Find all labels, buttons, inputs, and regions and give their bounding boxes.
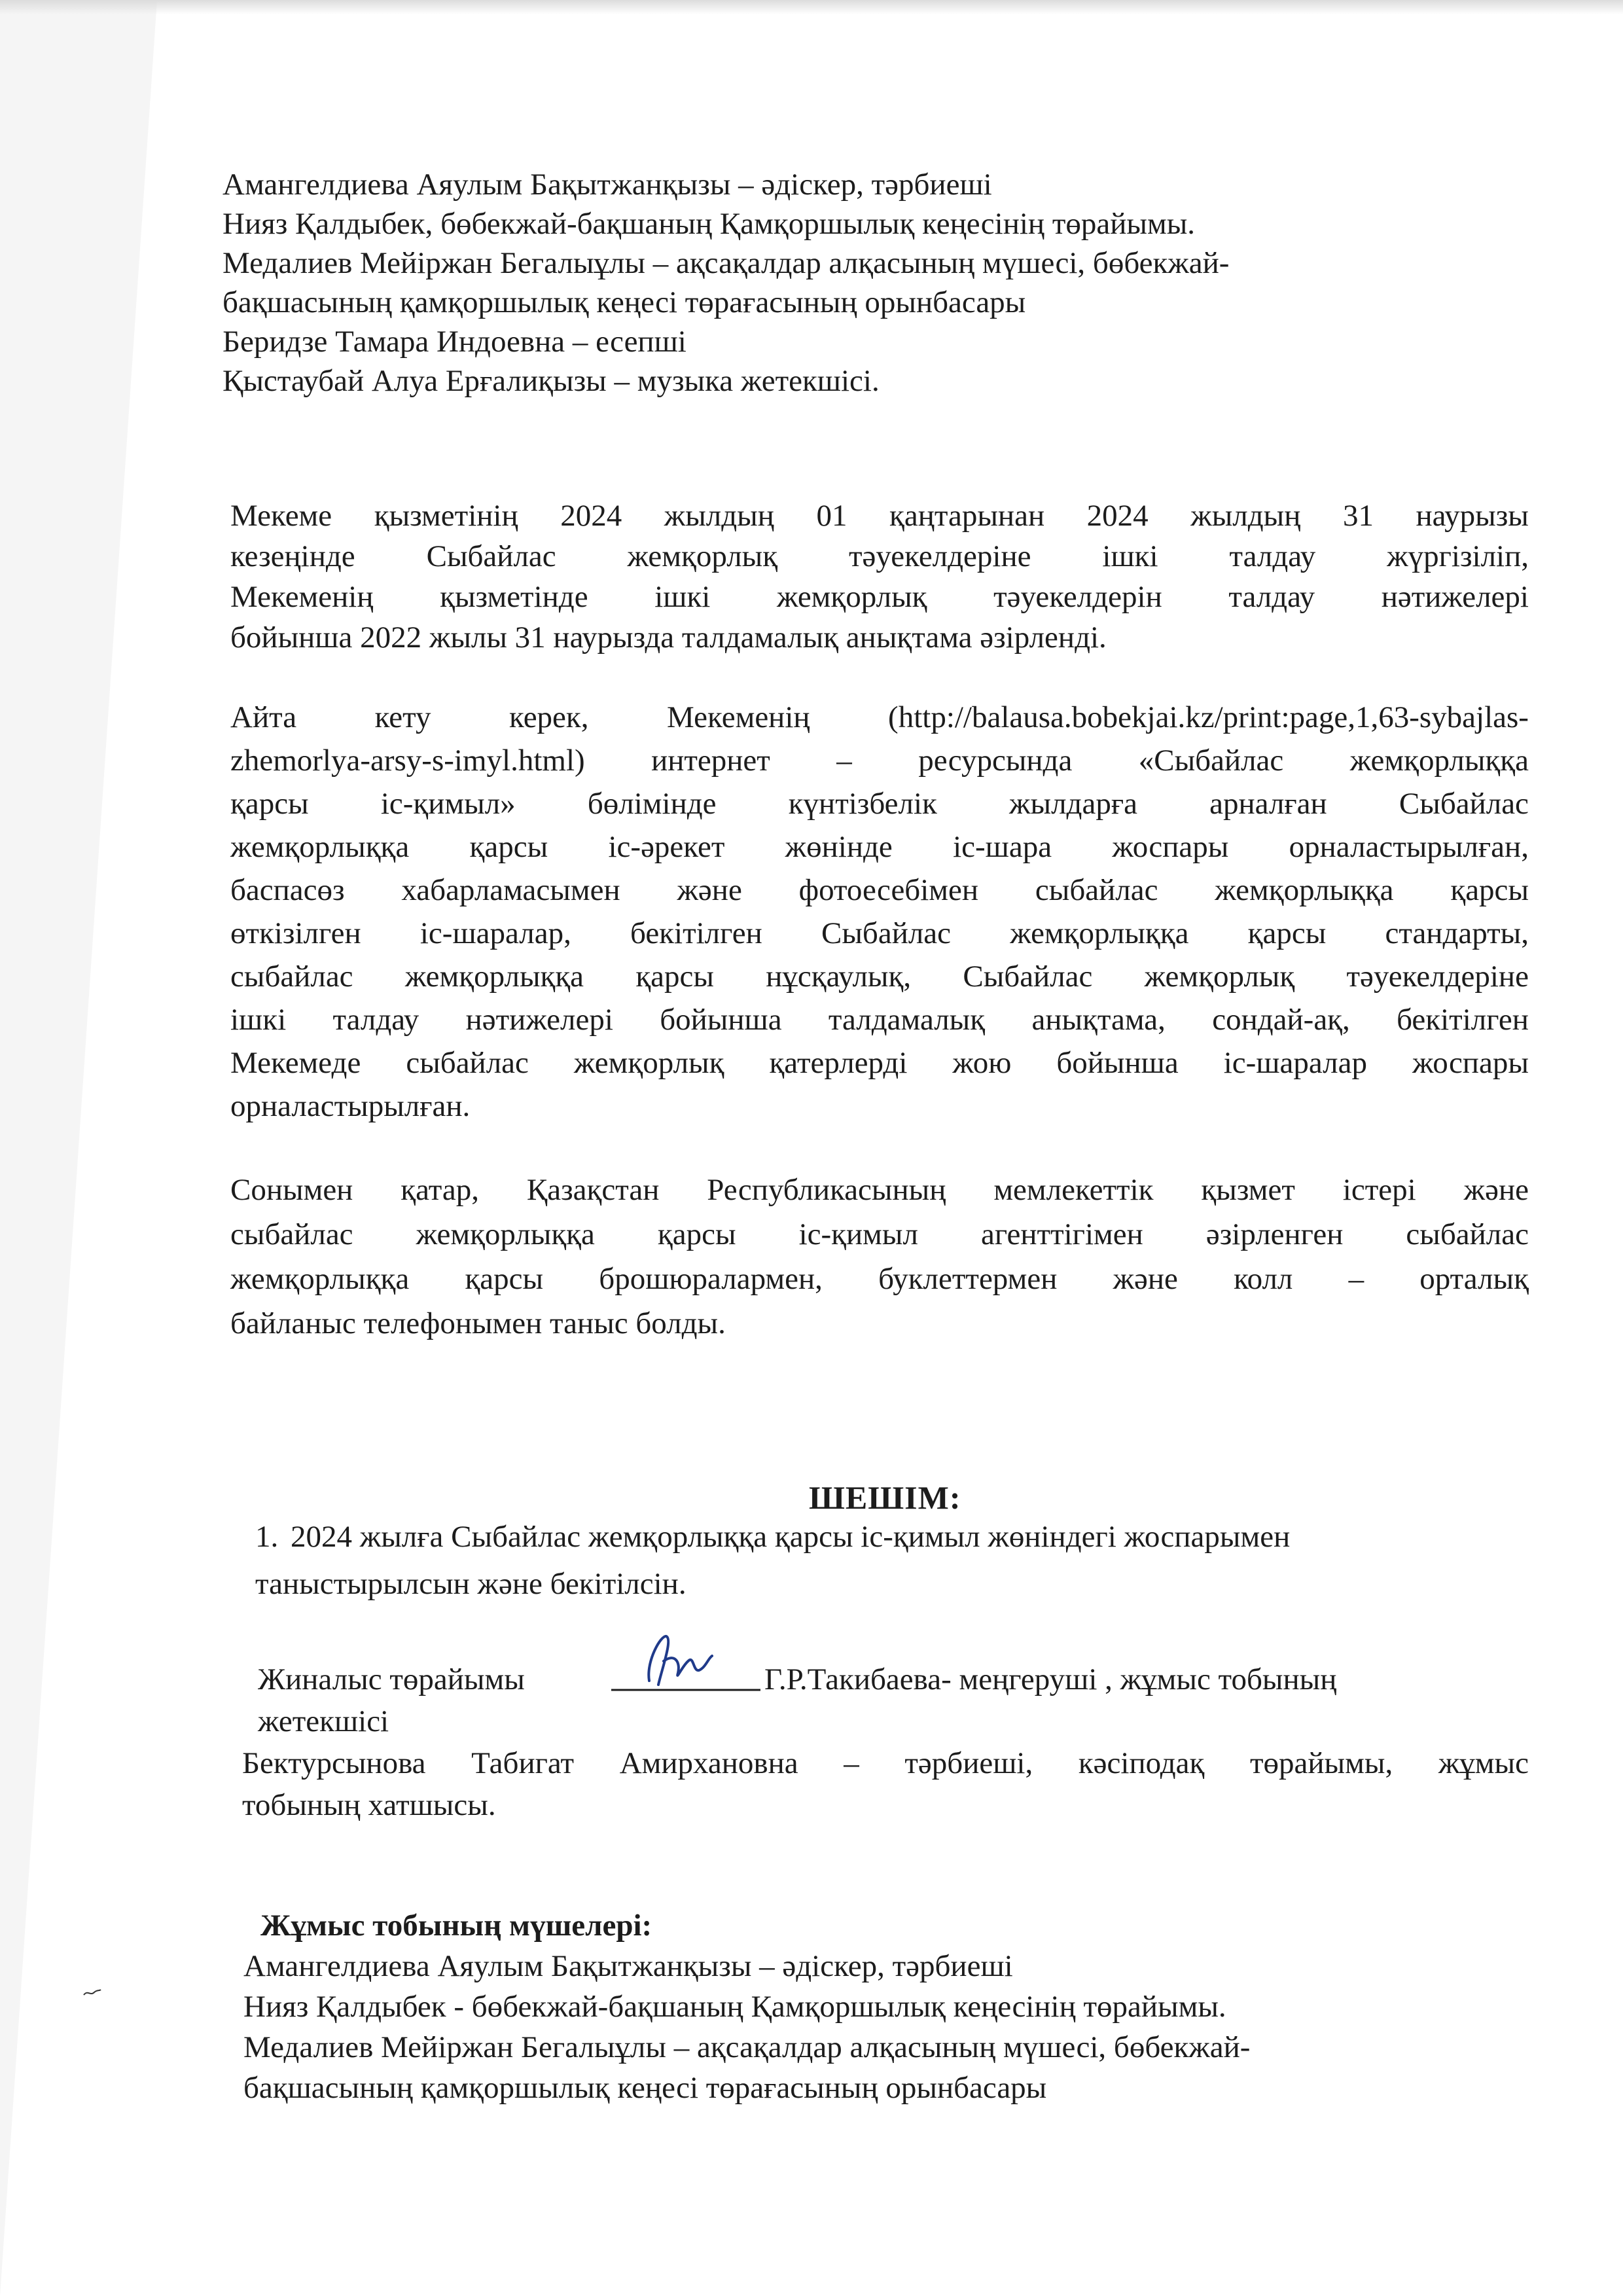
- word: анықтама,: [1031, 1003, 1166, 1037]
- word: Айта: [230, 700, 297, 734]
- word: қатерлерді: [769, 1046, 908, 1080]
- top-member-3: Медалиев Мейіржан Бегалыұлы – ақсақалдар алқасының мүшесі, бөбекжай-: [223, 246, 1230, 280]
- word: Мекеменің: [230, 580, 374, 614]
- word: жоспары: [1412, 1046, 1529, 1080]
- word: тәуекелдеріне: [849, 539, 1031, 573]
- chair-signature: [610, 1622, 762, 1700]
- top-member-1: Амангелдиева Аяулым Бақытжанқызы – әдіскер, тәрбиеші: [223, 168, 992, 202]
- word: бойынша: [1056, 1046, 1179, 1080]
- word: іс-қимыл»: [380, 787, 516, 821]
- word: сыбайлас: [1406, 1217, 1529, 1251]
- word: іс-әрекет: [608, 830, 725, 864]
- word: кету: [374, 700, 431, 734]
- paragraph-2-line: [230, 1043, 1529, 1083]
- paragraph-2-line: [230, 914, 1529, 953]
- word: орталық: [1419, 1262, 1529, 1296]
- word: жемқорлыққа: [230, 830, 410, 864]
- word: іс-шаралар,: [419, 916, 571, 950]
- word: жемқорлыққа: [1010, 916, 1189, 950]
- paragraph-2-line: [230, 698, 1529, 737]
- word: талдамалық: [828, 1003, 986, 1037]
- word: 2024: [1086, 499, 1149, 533]
- word: агенттігімен: [981, 1217, 1143, 1251]
- word: жылдарға: [1009, 787, 1137, 821]
- word: Мекеме: [230, 499, 332, 533]
- word: ішкі: [230, 1003, 287, 1037]
- secretary-word: төрайымы,: [1250, 1746, 1393, 1780]
- word: (http://balausa.bobekjai.kz/print:page,1,63-sybajlas-: [888, 700, 1529, 734]
- word: ресурсында: [918, 744, 1073, 778]
- word: ішкі: [654, 580, 711, 614]
- paragraph-2-line: [230, 1000, 1529, 1039]
- word: «Сыбайлас: [1138, 744, 1284, 778]
- chair-label: Жиналыс төрайымы: [258, 1662, 525, 1696]
- word: бөлімінде: [587, 787, 717, 821]
- word: талдау: [1229, 539, 1316, 573]
- word: жүргізіліп,: [1387, 539, 1529, 573]
- word: қызмет: [1201, 1173, 1295, 1207]
- word: кезеңінде: [230, 539, 355, 573]
- secretary-word: Бектурсынова: [242, 1746, 426, 1780]
- word: қарсы: [230, 787, 309, 821]
- word: және: [677, 873, 742, 907]
- paragraph-1-line: [230, 496, 1529, 535]
- word: сыбайлас: [230, 960, 353, 994]
- word: Сонымен: [230, 1173, 353, 1207]
- decision-item-line-2: таныстырылсын және бекітілсін.: [255, 1567, 687, 1601]
- word: бекітілген: [1397, 1003, 1529, 1037]
- word: наурызы: [1416, 499, 1529, 533]
- word: Мекеменің: [667, 700, 810, 734]
- paragraph-3-last-line: байланыс телефонымен таныс болды.: [230, 1306, 726, 1340]
- paragraph-3-line: [230, 1259, 1529, 1299]
- word: сыбайлас: [1035, 873, 1158, 907]
- word: қаңтарынан: [889, 499, 1045, 533]
- word: интернет: [651, 744, 770, 778]
- member-3: Медалиев Мейіржан Бегалыұлы – ақсақалдар алқасының мүшесі, бөбекжай-: [243, 2030, 1251, 2064]
- word: және: [1463, 1173, 1529, 1207]
- secretary-line-1: [242, 1744, 1529, 1783]
- word: іс-шаралар: [1223, 1046, 1367, 1080]
- secretary-word: –: [844, 1746, 859, 1780]
- word: стандарты,: [1385, 916, 1529, 950]
- word: күнтізбелік: [788, 787, 937, 821]
- word: жемқорлық: [627, 539, 778, 573]
- word: қарсы: [465, 1262, 544, 1296]
- secretary-word: жұмыс: [1438, 1746, 1529, 1780]
- decision-heading: ШЕШІМ:: [809, 1479, 961, 1516]
- word: талдау: [1228, 580, 1315, 614]
- word: жылдың: [1190, 499, 1301, 533]
- word: әзірленген: [1205, 1217, 1344, 1251]
- word: баспасөз: [230, 873, 345, 907]
- word: арналған: [1209, 787, 1327, 821]
- top-member-4: Беридзе Тамара Индоевна – есепші: [223, 325, 687, 359]
- member-2: Нияз Қалдыбек - бөбекжай-бақшаның Қамқоршылық кеңесінің төрайымы.: [243, 1990, 1226, 2024]
- chair-name-role: Г.Р.Такибаева- меңгеруші , жұмыс тобының: [764, 1662, 1337, 1696]
- word: Мекемеде: [230, 1046, 361, 1080]
- paragraph-1-line: [230, 577, 1529, 617]
- word: сыбайлас: [406, 1046, 529, 1080]
- word: жемқорлық: [776, 580, 927, 614]
- word: Сыбайлас: [426, 539, 556, 573]
- decision-item-number: 1.: [255, 1520, 279, 1554]
- word: 2024: [560, 499, 622, 533]
- word: –: [1348, 1262, 1364, 1296]
- word: қатар,: [401, 1173, 479, 1207]
- word: жемқорлық: [1144, 960, 1295, 994]
- word: керек,: [509, 700, 589, 734]
- top-member-5: Қыстаубай Алуа Ерғалиқызы – музыка жетекшісі.: [223, 364, 880, 398]
- signature-drawing: [610, 1622, 762, 1700]
- word: қарсы: [1450, 873, 1529, 907]
- word: нұсқаулық,: [766, 960, 912, 994]
- word: 01: [816, 499, 847, 533]
- word: тәуекелдерін: [993, 580, 1162, 614]
- word: нәтижелері: [465, 1003, 613, 1037]
- word: Сыбайлас: [1399, 787, 1529, 821]
- word: қарсы: [469, 830, 548, 864]
- word: брошюралармен,: [599, 1262, 823, 1296]
- paragraph-2-line: [230, 870, 1529, 910]
- word: 31: [1342, 499, 1374, 533]
- decision-item-line-1: 2024 жылға Сыбайлас жемқорлыққа қарсы іс-қимыл жөніндегі жоспарымен: [291, 1520, 1291, 1554]
- word: жөнінде: [785, 830, 893, 864]
- secretary-word: тәрбиеші,: [904, 1746, 1033, 1780]
- paragraph-2-line: [230, 957, 1529, 996]
- word: қарсы: [1247, 916, 1327, 950]
- word: Сыбайлас: [963, 960, 1093, 994]
- word: орналастырылған,: [1289, 830, 1529, 864]
- word: жоспары: [1112, 830, 1229, 864]
- word: хабарламасымен: [401, 873, 620, 907]
- chair-role-cont: жетекшісі: [258, 1704, 389, 1738]
- word: қызметінде: [440, 580, 588, 614]
- word: және: [1113, 1262, 1178, 1296]
- paragraph-3-line: [230, 1170, 1529, 1210]
- paragraph-1-line: [230, 537, 1529, 576]
- secretary-line-2: тобының хатшысы.: [242, 1788, 496, 1822]
- paragraph-1-last-line: бойынша 2022 жылы 31 наурызда талдамалық анықтама әзірленді.: [230, 620, 1107, 655]
- word: сыбайлас: [230, 1217, 353, 1251]
- paragraph-2-line: [230, 741, 1529, 780]
- stray-pen-mark: [82, 1987, 102, 1998]
- word: Қазақстан: [526, 1173, 660, 1207]
- word: ішкі: [1102, 539, 1158, 573]
- word: бойынша: [660, 1003, 782, 1037]
- paragraph-3-line: [230, 1215, 1529, 1254]
- word: сондай-ақ,: [1212, 1003, 1350, 1037]
- secretary-word: Амирхановна: [619, 1746, 798, 1780]
- word: жемқорлыққа: [404, 960, 584, 994]
- word: zhemorlya-arsy-s-imyl.html): [230, 744, 585, 778]
- word: нәтижелері: [1381, 580, 1529, 614]
- paragraph-2-line: [230, 827, 1529, 867]
- word: –: [836, 744, 852, 778]
- secretary-word: кәсіподақ: [1078, 1746, 1205, 1780]
- word: жемқорлыққа: [230, 1262, 410, 1296]
- word: талдау: [332, 1003, 419, 1037]
- top-member-2: Нияз Қалдыбек, бөбекжай-бақшаның Қамқоршылық кеңесінің төрайымы.: [223, 207, 1196, 241]
- word: жою: [952, 1046, 1012, 1080]
- member-3-cont: бақшасының қамқоршылық кеңесі төрағасының орынбасары: [243, 2071, 1047, 2105]
- word: жылдың: [664, 499, 774, 533]
- paragraph-2-line: [230, 784, 1529, 823]
- top-member-3-cont: бақшасының қамқоршылық кеңесі төрағасының орынбасары: [223, 285, 1026, 319]
- word: Сыбайлас: [821, 916, 952, 950]
- word: жемқорлыққа: [416, 1217, 595, 1251]
- word: қызметінің: [374, 499, 518, 533]
- members-title: Жұмыс тобының мүшелері:: [260, 1909, 652, 1943]
- word: өткізілген: [230, 916, 361, 950]
- word: істері: [1342, 1173, 1416, 1207]
- paragraph-2-last-line: орналастырылған.: [230, 1089, 471, 1123]
- word: жемқорлық: [573, 1046, 724, 1080]
- word: жемқорлыққа: [1349, 744, 1529, 778]
- word: қарсы: [635, 960, 714, 994]
- word: буклеттермен: [878, 1262, 1058, 1296]
- word: колл: [1234, 1262, 1293, 1296]
- word: бекітілген: [630, 916, 762, 950]
- word: мемлекеттік: [993, 1173, 1154, 1207]
- member-1: Амангелдиева Аяулым Бақытжанқызы – әдіскер, тәрбиеші: [243, 1949, 1013, 1983]
- word: қарсы: [657, 1217, 736, 1251]
- word: іс-шара: [953, 830, 1052, 864]
- word: жемқорлыққа: [1215, 873, 1394, 907]
- word: фотоесебімен: [798, 873, 979, 907]
- word: тәуекелдеріне: [1346, 960, 1529, 994]
- secretary-word: Табигат: [471, 1746, 575, 1780]
- word: іс-қимыл: [798, 1217, 918, 1251]
- word: Республикасының: [707, 1173, 946, 1207]
